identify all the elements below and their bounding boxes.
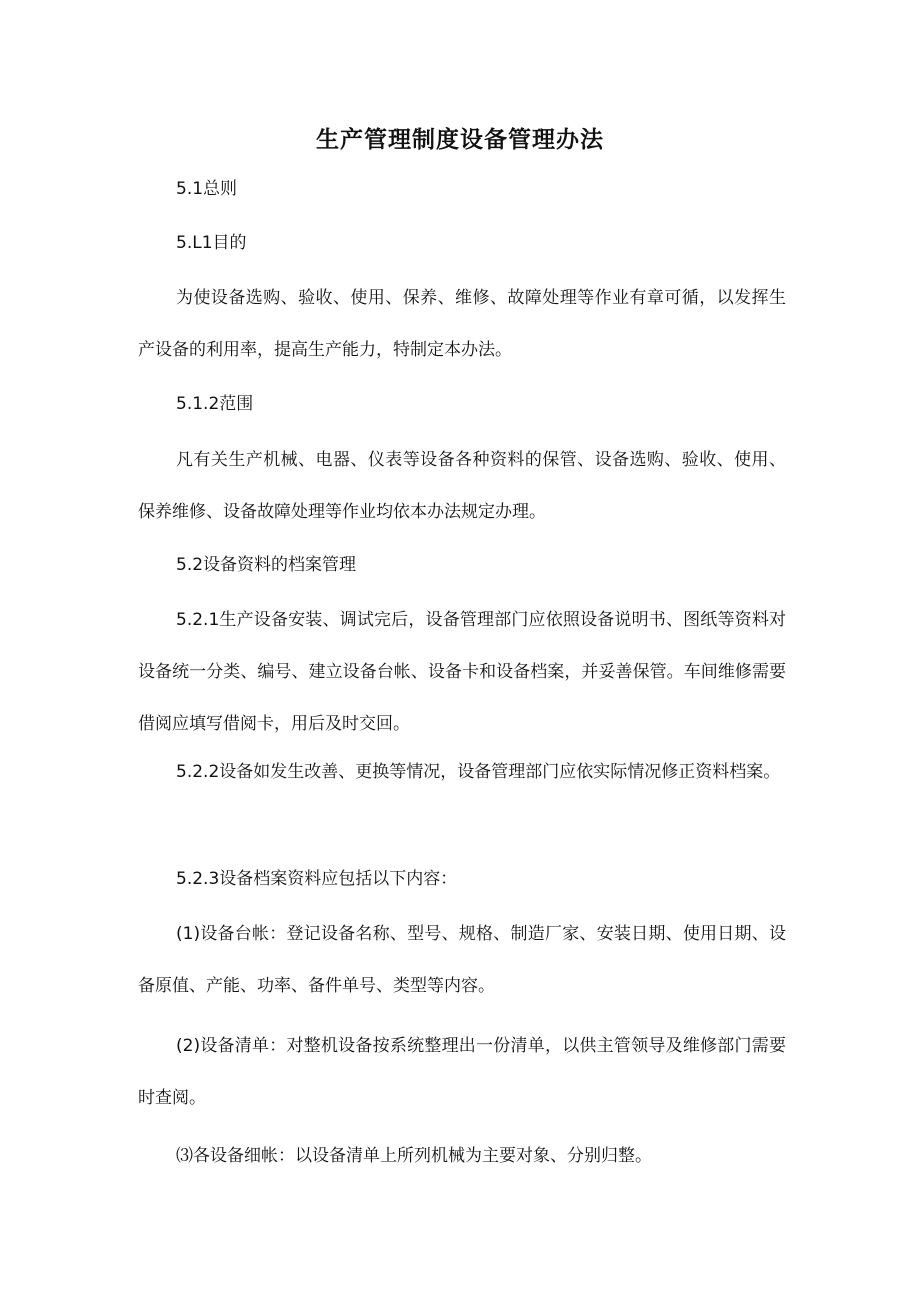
- list-item-3: ⑶各设备细帐：以设备清单上所列机械为主要对象、分别归整。: [176, 1146, 652, 1166]
- section-heading-5-2: 5.2设备资料的档案管理: [176, 555, 357, 575]
- document-title: 生产管理制度设备管理办法: [316, 127, 604, 153]
- list-item-2: (2)设备清单：对整机设备按系统整理出一份清单，以供主管领导及维修部门需要时查阅。: [138, 1036, 786, 1108]
- list-item-1: (1)设备台帐：登记设备名称、型号、规格、制造厂家、安装日期、使用日期、设备原值、产能、功率、备件单号、类型等内容。: [138, 924, 786, 996]
- section-heading-5-1-2: 5.1.2范围: [176, 394, 254, 414]
- section-heading-5-1-1: 5.L1目的: [176, 233, 247, 253]
- section-heading-5-1: 5.1总则: [176, 179, 238, 199]
- paragraph-5-2-2: 5.2.2设备如发生改善、更换等情况，设备管理部门应依实际情况修正资料档案。: [176, 762, 781, 782]
- paragraph-5-2-1: 5.2.1生产设备安装、调试完后，设备管理部门应依照设备说明书、图纸等资料对设备统一分类、编号、建立设备台帐、设备卡和设备档案，并妥善保管。车间维修需要借阅应填写借阅卡，用后及时交回。: [138, 610, 786, 734]
- section-heading-5-2-3: 5.2.3设备档案资料应包括以下内容：: [176, 869, 458, 889]
- paragraph-scope: 凡有关生产机械、电器、仪表等设备各种资料的保管、设备选购、验收、使用、保养维修、设备故障处理等作业均依本办法规定办理。: [138, 450, 786, 522]
- paragraph-purpose: 为使设备选购、验收、使用、保养、维修、故障处理等作业有章可循，以发挥生产设备的利用率，提高生产能力，特制定本办法。: [138, 288, 786, 360]
